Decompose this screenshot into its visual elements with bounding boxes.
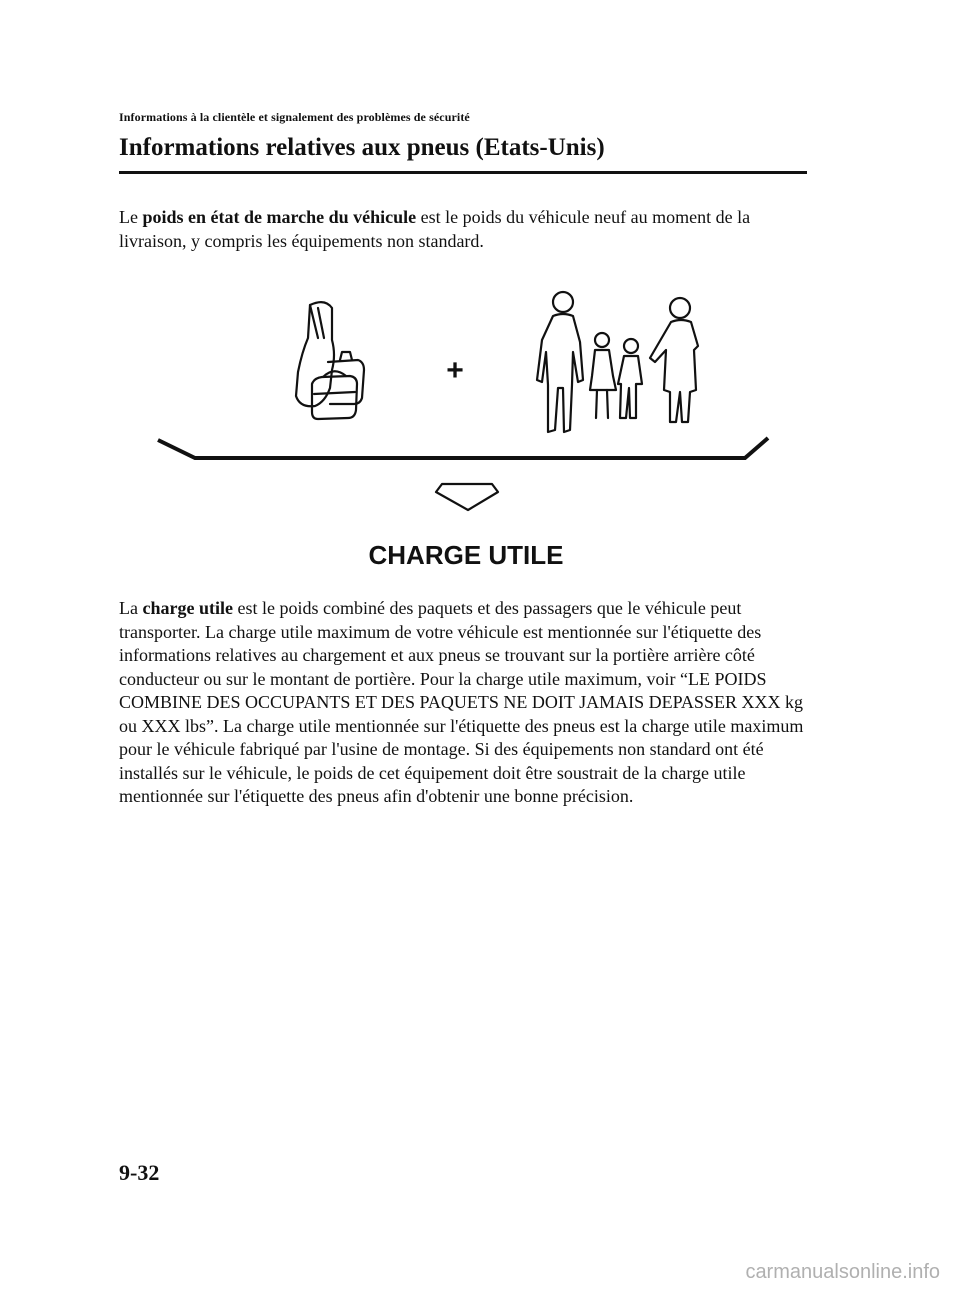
page-title: Informations relatives aux pneus (Etats-Unis) <box>119 134 605 161</box>
payload-lead: La <box>119 598 143 618</box>
intro-text: est le poids du véhicule neuf au moment de la livraison, y compris les équipements non standard. <box>119 207 751 251</box>
cargo-floor-line <box>158 438 768 458</box>
luggage-icon <box>296 302 364 419</box>
payload-paragraph <box>119 597 809 809</box>
intro-paragraph <box>119 206 809 253</box>
title-rule <box>119 171 807 174</box>
payload-text: est le poids combiné des paquets et des passagers que le véhicule peut transporter. La charge utile maximum de votre véhicule est mentionnée sur l'étiquette des informations relatives au chargement et aux pneus se trouvant sur la portière arrière côté conducteur ou sur le montant de portière. Pour la charge utile maximum, voir “LE POIDS COMBINE DES OCCUPANTS ET DES PAQUETS NE DOIT JAMAIS DEPASSER XXX kg ou XXX lbs”. La charge utile mentionnée sur l'étiquette des pneus est la charge utile maximum pour le véhicule fabriqué par l'usine de montage. Si des équipements non standard ont été installés sur le véhicule, le poids de cet équipement doit être soustrait de la charge utile mentionnée sur l'étiquette des pneus afin d'obtenir une bonne précision. <box>119 598 804 806</box>
payload-illustration <box>150 280 780 580</box>
watermark: carmanualsonline.info <box>745 1261 940 1283</box>
payload-term: charge utile <box>142 598 233 618</box>
page-number: 9-32 <box>119 1160 160 1185</box>
payload-caption: CHARGE UTILE <box>368 540 564 570</box>
plus-sign: + <box>446 354 464 387</box>
family-icon <box>537 292 698 432</box>
down-arrow <box>436 484 498 510</box>
intro-lead: Le <box>119 207 143 227</box>
curb-weight-term: poids en état de marche du véhicule <box>142 207 417 227</box>
section-label: Informations à la clientèle et signalement des problèmes de sécurité <box>119 110 470 124</box>
